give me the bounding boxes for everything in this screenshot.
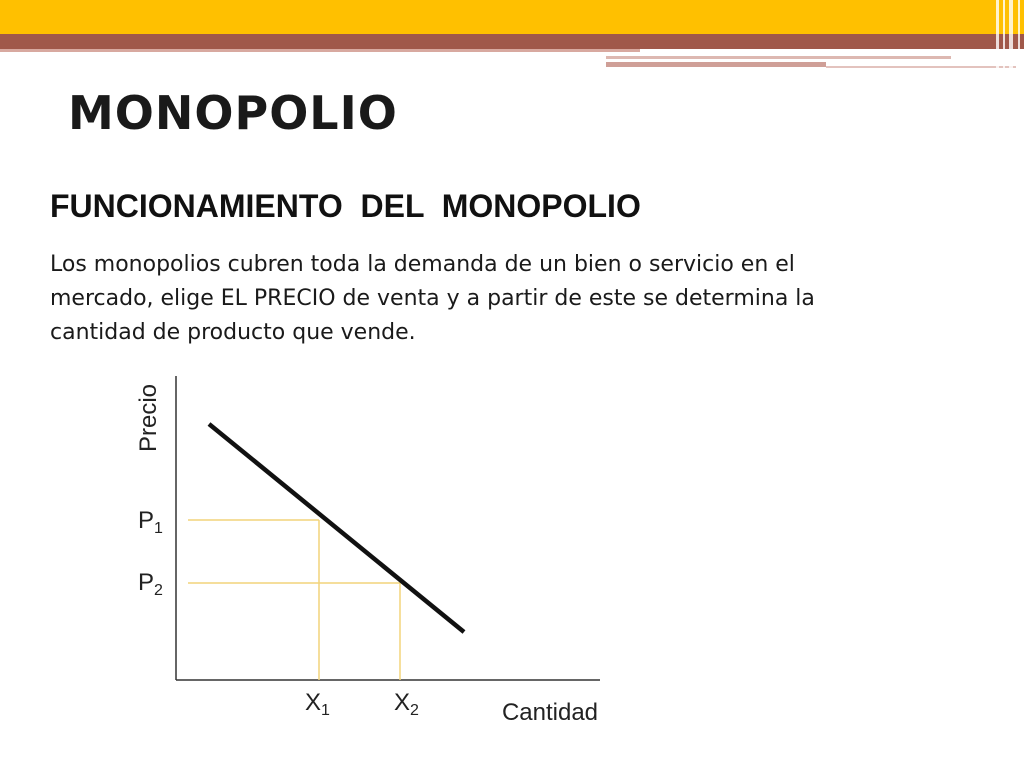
y-axis-label: Precio (135, 383, 162, 453)
slide-body-text: Los monopolios cubren toda la demanda de un bien o servicio en el mercado, elige EL PRECIO de venta y a partir de este se determina la cantidad de producto que vende. (50, 252, 815, 345)
slide-title: MONOPOLIO (68, 86, 398, 140)
x-axis-label: Cantidad (501, 699, 599, 726)
p1-label: $P_1$ (138, 507, 163, 537)
x1-label: $X_1$ (305, 689, 330, 719)
x2-label: $X_2$ (394, 689, 419, 719)
demand-line (209, 424, 464, 632)
slide-subtitle: FUNCIONAMIENTO DEL MONOPOLIO (50, 188, 641, 224)
p2-label: $P_2$ (138, 569, 163, 599)
